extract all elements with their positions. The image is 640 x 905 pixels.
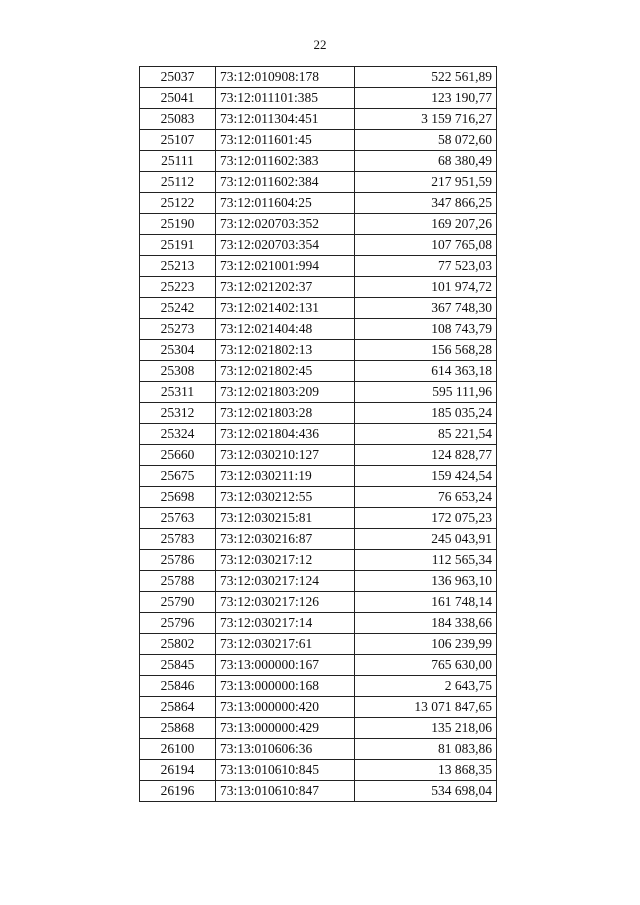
- row-id-cell: 25112: [140, 172, 216, 193]
- cadastral-number-cell: 73:12:030217:14: [216, 613, 355, 634]
- value-cell: 124 828,77: [355, 445, 497, 466]
- row-id-cell: 25868: [140, 718, 216, 739]
- cadastral-number-cell: 73:13:000000:420: [216, 697, 355, 718]
- value-cell: 2 643,75: [355, 676, 497, 697]
- table-row: [140, 445, 497, 466]
- value-cell: 159 424,54: [355, 466, 497, 487]
- row-id-cell: 25845: [140, 655, 216, 676]
- cadastral-number-cell: 73:12:021404:48: [216, 319, 355, 340]
- value-cell: 217 951,59: [355, 172, 497, 193]
- cadastral-number-cell: 73:12:011602:383: [216, 151, 355, 172]
- value-cell: 522 561,89: [355, 67, 497, 88]
- row-id-cell: 26196: [140, 781, 216, 802]
- table-row: [140, 277, 497, 298]
- row-id-cell: 26100: [140, 739, 216, 760]
- table-row: [140, 256, 497, 277]
- value-cell: 77 523,03: [355, 256, 497, 277]
- cadastral-number-cell: 73:12:011604:25: [216, 193, 355, 214]
- cadastral-number-cell: 73:12:021804:436: [216, 424, 355, 445]
- table-row: [140, 214, 497, 235]
- cadastral-table: [139, 66, 497, 802]
- table-row: [140, 172, 497, 193]
- value-cell: 13 071 847,65: [355, 697, 497, 718]
- row-id-cell: 25786: [140, 550, 216, 571]
- row-id-cell: 25796: [140, 613, 216, 634]
- table-row: [140, 88, 497, 109]
- table-row: [140, 235, 497, 256]
- row-id-cell: 25675: [140, 466, 216, 487]
- row-id-cell: 25311: [140, 382, 216, 403]
- value-cell: 68 380,49: [355, 151, 497, 172]
- cadastral-number-cell: 73:12:021202:37: [216, 277, 355, 298]
- row-id-cell: 25864: [140, 697, 216, 718]
- row-id-cell: 25802: [140, 634, 216, 655]
- table-row: [140, 298, 497, 319]
- table-row: [140, 67, 497, 88]
- value-cell: 123 190,77: [355, 88, 497, 109]
- value-cell: 172 075,23: [355, 508, 497, 529]
- table-row: [140, 697, 497, 718]
- row-id-cell: 25083: [140, 109, 216, 130]
- table-row: [140, 361, 497, 382]
- cadastral-number-cell: 73:12:011602:384: [216, 172, 355, 193]
- cadastral-number-cell: 73:12:020703:352: [216, 214, 355, 235]
- cadastral-number-cell: 73:12:010908:178: [216, 67, 355, 88]
- row-id-cell: 25660: [140, 445, 216, 466]
- cadastral-number-cell: 73:12:030212:55: [216, 487, 355, 508]
- cadastral-number-cell: 73:12:020703:354: [216, 235, 355, 256]
- cadastral-number-cell: 73:12:021802:45: [216, 361, 355, 382]
- cadastral-number-cell: 73:12:030217:12: [216, 550, 355, 571]
- value-cell: 534 698,04: [355, 781, 497, 802]
- table-row: [140, 151, 497, 172]
- cadastral-number-cell: 73:12:011304:451: [216, 109, 355, 130]
- value-cell: 81 083,86: [355, 739, 497, 760]
- table-row: [140, 403, 497, 424]
- value-cell: 112 565,34: [355, 550, 497, 571]
- row-id-cell: 25213: [140, 256, 216, 277]
- cadastral-number-cell: 73:12:030217:126: [216, 592, 355, 613]
- cadastral-number-cell: 73:12:021001:994: [216, 256, 355, 277]
- table-row: [140, 634, 497, 655]
- cadastral-number-cell: 73:12:030217:61: [216, 634, 355, 655]
- value-cell: 245 043,91: [355, 529, 497, 550]
- page-number: 22: [313, 37, 327, 52]
- table-row: [140, 760, 497, 781]
- cadastral-number-cell: 73:12:011101:385: [216, 88, 355, 109]
- table-body: [140, 67, 497, 802]
- table-row: [140, 655, 497, 676]
- row-id-cell: 25790: [140, 592, 216, 613]
- cadastral-number-cell: 73:12:030210:127: [216, 445, 355, 466]
- cadastral-number-cell: 73:12:030216:87: [216, 529, 355, 550]
- table-row: [140, 613, 497, 634]
- cadastral-number-cell: 73:12:021803:209: [216, 382, 355, 403]
- table-row: [140, 382, 497, 403]
- row-id-cell: 25846: [140, 676, 216, 697]
- table-row: [140, 319, 497, 340]
- value-cell: 156 568,28: [355, 340, 497, 361]
- row-id-cell: 25037: [140, 67, 216, 88]
- table-row: [140, 466, 497, 487]
- row-id-cell: 26194: [140, 760, 216, 781]
- value-cell: 136 963,10: [355, 571, 497, 592]
- table-row: [140, 676, 497, 697]
- table-row: [140, 592, 497, 613]
- cadastral-number-cell: 73:12:021803:28: [216, 403, 355, 424]
- value-cell: 13 868,35: [355, 760, 497, 781]
- value-cell: 367 748,30: [355, 298, 497, 319]
- cadastral-number-cell: 73:12:021802:13: [216, 340, 355, 361]
- row-id-cell: 25273: [140, 319, 216, 340]
- table-row: [140, 508, 497, 529]
- row-id-cell: 25107: [140, 130, 216, 151]
- cadastral-number-cell: 73:13:000000:167: [216, 655, 355, 676]
- table-row: [140, 193, 497, 214]
- table-row: [140, 718, 497, 739]
- cadastral-number-cell: 73:12:030215:81: [216, 508, 355, 529]
- value-cell: 85 221,54: [355, 424, 497, 445]
- cadastral-number-cell: 73:12:021402:131: [216, 298, 355, 319]
- value-cell: 107 765,08: [355, 235, 497, 256]
- value-cell: 595 111,96: [355, 382, 497, 403]
- value-cell: 169 207,26: [355, 214, 497, 235]
- row-id-cell: 25041: [140, 88, 216, 109]
- value-cell: 184 338,66: [355, 613, 497, 634]
- table-row: [140, 739, 497, 760]
- table-row: [140, 550, 497, 571]
- table-row: [140, 424, 497, 445]
- row-id-cell: 25242: [140, 298, 216, 319]
- value-cell: 185 035,24: [355, 403, 497, 424]
- value-cell: 161 748,14: [355, 592, 497, 613]
- cadastral-number-cell: 73:13:000000:429: [216, 718, 355, 739]
- value-cell: 106 239,99: [355, 634, 497, 655]
- table-row: [140, 340, 497, 361]
- row-id-cell: 25312: [140, 403, 216, 424]
- row-id-cell: 25763: [140, 508, 216, 529]
- cadastral-number-cell: 73:13:010610:845: [216, 760, 355, 781]
- table-row: [140, 130, 497, 151]
- row-id-cell: 25788: [140, 571, 216, 592]
- row-id-cell: 25190: [140, 214, 216, 235]
- cadastral-number-cell: 73:12:030217:124: [216, 571, 355, 592]
- value-cell: 58 072,60: [355, 130, 497, 151]
- row-id-cell: 25304: [140, 340, 216, 361]
- value-cell: 108 743,79: [355, 319, 497, 340]
- value-cell: 765 630,00: [355, 655, 497, 676]
- cadastral-number-cell: 73:13:010610:847: [216, 781, 355, 802]
- cadastral-number-cell: 73:13:000000:168: [216, 676, 355, 697]
- table-row: [140, 109, 497, 130]
- row-id-cell: 25191: [140, 235, 216, 256]
- table-row: [140, 571, 497, 592]
- cadastral-number-cell: 73:13:010606:36: [216, 739, 355, 760]
- cadastral-number-cell: 73:12:030211:19: [216, 466, 355, 487]
- row-id-cell: 25308: [140, 361, 216, 382]
- table-row: [140, 487, 497, 508]
- row-id-cell: 25324: [140, 424, 216, 445]
- value-cell: 3 159 716,27: [355, 109, 497, 130]
- value-cell: 135 218,06: [355, 718, 497, 739]
- table-row: [140, 529, 497, 550]
- value-cell: 614 363,18: [355, 361, 497, 382]
- row-id-cell: 25698: [140, 487, 216, 508]
- value-cell: 76 653,24: [355, 487, 497, 508]
- row-id-cell: 25223: [140, 277, 216, 298]
- value-cell: 101 974,72: [355, 277, 497, 298]
- row-id-cell: 25783: [140, 529, 216, 550]
- row-id-cell: 25111: [140, 151, 216, 172]
- cadastral-number-cell: 73:12:011601:45: [216, 130, 355, 151]
- table-row: [140, 781, 497, 802]
- value-cell: 347 866,25: [355, 193, 497, 214]
- row-id-cell: 25122: [140, 193, 216, 214]
